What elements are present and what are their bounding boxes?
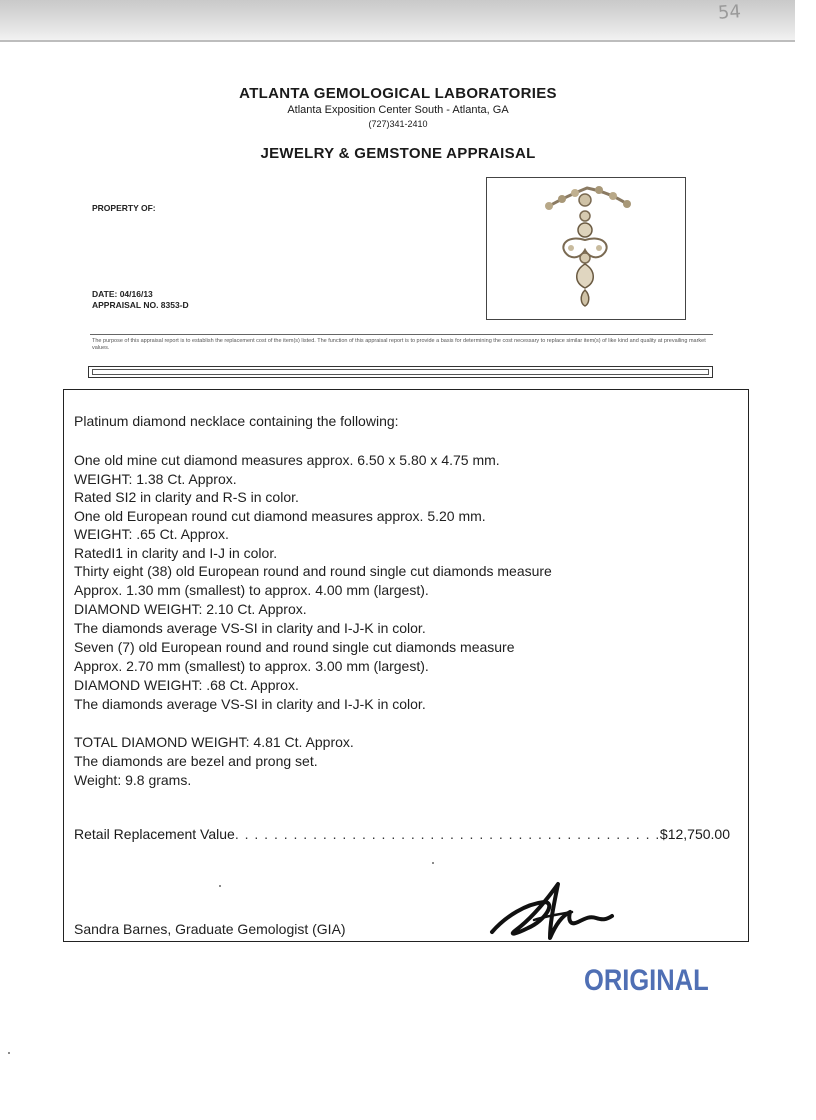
document-title: JEWELRY & GEMSTONE APPRAISAL: [260, 145, 536, 162]
necklace-photo: [486, 177, 686, 320]
lab-address: Atlanta Exposition Center South - Atlanta, GA: [287, 104, 509, 116]
appraisal-number: APPRAISAL NO. 8353-D: [92, 300, 189, 310]
scan-speck: [219, 885, 221, 887]
disclaimer-text: The purpose of this appraisal report is to establish the replacement cost of the item(s) listed. The function of this appraisal report is to provide a basis for determining the cost necessary to replace similar item(s) of like kind and quality at prevailing market values.: [92, 338, 706, 351]
description-line: Seven (7) old European round and round single cut diamonds measure: [74, 639, 515, 655]
double-rule-bar: [88, 366, 713, 378]
description-line: Rated SI2 in clarity and R-S in color.: [74, 489, 299, 505]
description-line: WEIGHT: 1.38 Ct. Approx.: [74, 470, 237, 487]
dot-leader: [235, 826, 660, 842]
description-line: Thirty eight (38) old European round and round single cut diamonds measure: [74, 563, 552, 579]
total-line: The diamonds are bezel and prong set.: [74, 753, 318, 769]
date-line: DATE: 04/16/13: [92, 289, 153, 299]
property-of-label: PROPERTY OF:: [92, 203, 156, 213]
divider: [90, 334, 713, 335]
lab-phone: (727)341-2410: [368, 119, 428, 129]
original-stamp: ORIGINAL: [584, 964, 709, 997]
description-line: Approx. 1.30 mm (smallest) to approx. 4.00 mm (largest).: [74, 582, 429, 598]
scan-speck: [8, 1052, 10, 1054]
description-line: WEIGHT: .65 Ct. Approx.: [74, 526, 229, 542]
description-line: DIAMOND WEIGHT: .68 Ct. Approx.: [74, 677, 299, 693]
description-line: DIAMOND WEIGHT: 2.10 Ct. Approx.: [74, 601, 307, 617]
appraiser-signature: [486, 876, 622, 946]
total-line: Weight: 9.8 grams.: [74, 772, 192, 788]
description-intro: Platinum diamond necklace containing the following:: [74, 413, 399, 429]
description-line: RatedI1 in clarity and I-J in color.: [74, 544, 278, 561]
necklace-photo-icon: [487, 178, 685, 319]
appraiser-name: Sandra Barnes, Graduate Gemologist (GIA): [74, 921, 346, 937]
description-line: One old European round cut diamond measures approx. 5.20 mm.: [74, 507, 486, 524]
value-label: Retail Replacement Value: [74, 826, 235, 842]
lab-name: ATLANTA GEMOLOGICAL LABORATORIES: [239, 85, 557, 102]
description-line: Approx. 2.70 mm (smallest) to approx. 3.00 mm (largest).: [74, 658, 429, 674]
replacement-value-row: [74, 826, 730, 842]
scan-edge-line: [0, 40, 795, 42]
total-line: TOTAL DIAMOND WEIGHT: 4.81 Ct. Approx.: [74, 734, 354, 750]
scan-top-edge: [0, 0, 795, 40]
description-line: The diamonds average VS-SI in clarity and I-J-K in color.: [74, 620, 426, 636]
description-line: The diamonds average VS-SI in clarity and I-J-K in color.: [74, 696, 426, 712]
page-number-mark: 54: [717, 1, 742, 24]
scan-speck: [432, 862, 434, 864]
description-line: One old mine cut diamond measures approx. 6.50 x 5.80 x 4.75 mm.: [74, 452, 500, 468]
value-amount: $12,750.00: [659, 826, 730, 842]
